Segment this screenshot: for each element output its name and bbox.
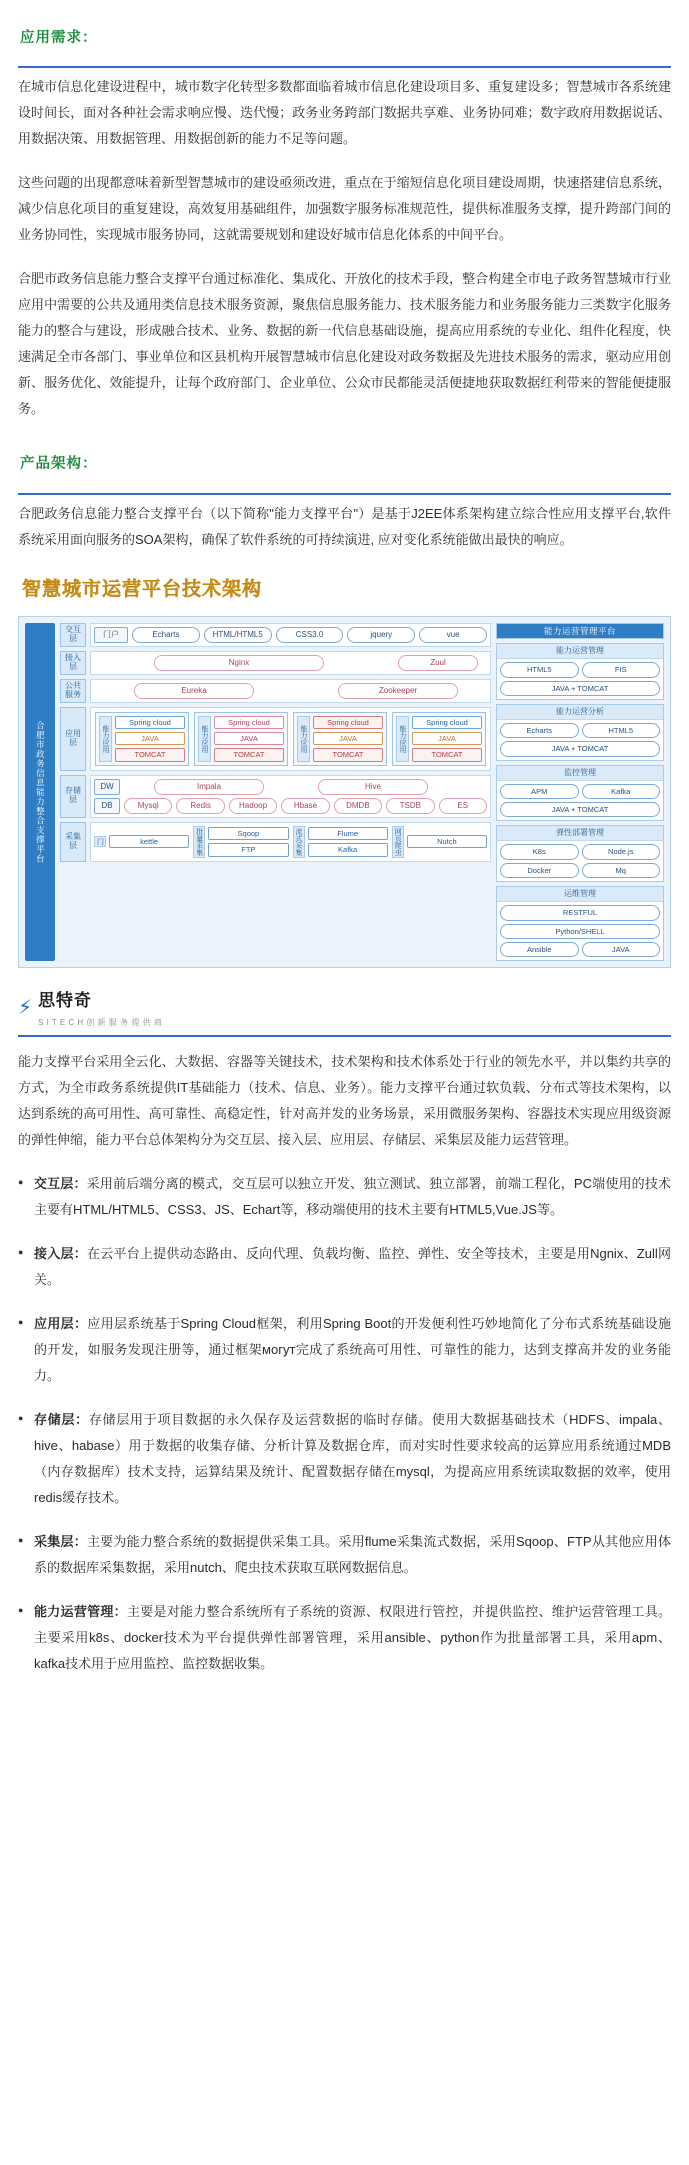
section-architecture-heading-rule [18, 440, 671, 494]
ops-group-2-row-1 [497, 720, 663, 741]
ops-group-1 [496, 643, 664, 700]
chip-redis: Redis [176, 798, 224, 814]
bar-java-1: JAVA [115, 732, 185, 745]
chip-nginx: Nginx [154, 655, 324, 671]
bullet-title-application: 应用层： [34, 1316, 88, 1332]
storage-db-row [94, 798, 487, 814]
brand-strip [18, 984, 671, 1037]
bullet-title-storage: 存储层： [34, 1412, 89, 1428]
chip-ops2-echarts: Echarts [500, 723, 579, 738]
ops-group-5-row-1 [497, 902, 663, 923]
chip-ftp: FTP [208, 843, 288, 856]
bar-java-3: JAVA [313, 732, 383, 745]
ops-group-1-row-1 [497, 659, 663, 680]
chip-ops1-java-tomcat: JAVA + TOMCAT [500, 681, 660, 696]
chip-ops3-apm: APM [500, 784, 579, 799]
chip-eureka: Eureka [134, 683, 254, 699]
chip-css3: CSS3.0 [276, 627, 344, 643]
section-demand-heading-rule [18, 14, 671, 68]
brand-name: 思特奇 [38, 991, 93, 1011]
ops-group-3-row-1 [497, 781, 663, 802]
app-column-4 [392, 712, 486, 766]
ops-group-4-row-1 [497, 841, 663, 862]
collect-group-3-label: 流式采集 [293, 826, 305, 858]
ops-group-4-row-2 [497, 863, 663, 881]
app-column-3-body [313, 716, 383, 762]
row-body-interact [90, 623, 491, 647]
chip-hive: Hive [318, 779, 428, 795]
label-db: DB [94, 798, 120, 814]
app-column-1-body [115, 716, 185, 762]
bullet-title-access: 接入层： [34, 1246, 87, 1262]
diagram-row-interact [60, 623, 491, 647]
diagram-row-access [60, 651, 491, 675]
app-column-3 [293, 712, 387, 766]
row-body-application [90, 707, 491, 771]
diagram-title: 智慧城市运营平台技术架构 [22, 578, 263, 600]
chip-ops5-python-shell: Python/SHELL [500, 924, 660, 939]
chip-ops1-html5: HTML5 [500, 662, 579, 677]
collect-group-4 [392, 826, 487, 858]
brand-subtitle: S I T E C H 创 新 服 务 提 供 商 [38, 1018, 163, 1028]
chip-ops5-ansible: Ansible [500, 942, 579, 957]
chip-ops5-restful: RESTFUL [500, 905, 660, 920]
chip-nutch: Nutch [407, 835, 487, 848]
chip-hbase: Hbase [281, 798, 329, 814]
chip-echarts: Echarts [132, 627, 200, 643]
summary-paragraph: 能力支撑平台采用全云化、大数据、容器等关键技术，技术架构和技术体系处于行业的领先水平，并以集约共享的方式，为全市政务系统提供IT基础能力（技术、信息、业务）。能力支撑平台通过软负载、分布式等技术架构，以达到系统的高可用性、高可靠性、高稳定性，针对高并发的业务场景，采用微服务架构、容器技术实现应用级资源的弹性伸缩，能力平台总体架构分为交互层、接入层、应用层、存储层、采集层及能力运营管理。 [18, 1054, 671, 1148]
chip-kettle: kettle [109, 835, 189, 848]
collect-group-3-body [308, 827, 388, 857]
bullet-title-ops: 能力运营管理： [34, 1604, 127, 1620]
lightning-icon: ⚡ [18, 996, 33, 1019]
row-label-collect: 采集层 [60, 822, 86, 862]
demand-paragraph-2: 这些问题的出现都意味着新型智慧城市的建设亟须改进，重点在于缩短信息化项目建设周期，快速搭建信息系统，减少信息化项目的重复建设，高效复用基础组件，加强数字服务标准规范性，提供标准服务支撑，提升跨部门间的业务协同性，实现城市服务协同，这就需要规划和建设好城市信息化体系的中间平台。 [18, 175, 671, 243]
row-body-public-service [90, 679, 491, 703]
list-item [18, 1407, 671, 1511]
ops-group-3-title: 监控管理 [497, 766, 663, 781]
app-column-1-label: 能力应用 [99, 716, 112, 762]
collect-group-2-label: 批量采集 [193, 826, 205, 858]
row-body-collect [90, 822, 491, 862]
chip-portal: 门户 [94, 627, 128, 643]
chip-flume: Flume [308, 827, 388, 840]
row-label-interact: 交互层 [60, 623, 86, 647]
bar-tomcat-3: TOMCAT [313, 748, 383, 761]
chip-ops5-java: JAVA [582, 942, 661, 957]
chip-es: ES [439, 798, 487, 814]
chip-kafka: Kafka [308, 843, 388, 856]
section-demand-heading: 应用需求： [20, 30, 98, 46]
architecture-paragraph-1: 合肥政务信息能力整合支撑平台（以下简称"能力支撑平台"）是基于J2EE体系架构建立综合性应用支撑平台,软件系统采用面向服务的SOA架构，确保了软件系统的可持续演进, 应对变化系统能做出最快的响应。 [18, 505, 671, 547]
bar-spring-cloud-1: Spring cloud [115, 716, 185, 729]
ops-platform-title: 能力运营管理平台 [497, 624, 663, 639]
list-item [18, 1311, 671, 1389]
demand-paragraph-1: 在城市信息化建设进程中，城市数字化转型多数都面临着城市信息化建设项目多、重复建设多；智慧城市各系统建设时间长，面对各种社会需求响应慢、迭代慢；政务业务跨部门数据共享难、业务协同难；数字政府用数据说话、用数据决策、用数据管理、用数据创新的能力不足等问题。 [18, 79, 671, 147]
list-item [18, 1171, 671, 1223]
collect-group-1 [94, 826, 189, 858]
row-label-access: 接入层 [60, 651, 86, 675]
collect-group-4-body [407, 835, 487, 848]
architecture-diagram [18, 616, 671, 969]
bar-tomcat-1: TOMCAT [115, 748, 185, 761]
storage-dw-row [94, 779, 487, 795]
collect-group-2-body [208, 827, 288, 857]
section-architecture-heading: 产品架构： [20, 456, 98, 473]
bullet-text-application: 应用层系统基于Spring Cloud框架，利用Spring Boot的开发便利性巧妙地简化了分布式系统基础设施的开发，如服务发现注册等，通过框架могут完成了系统高可用性、可靠性的能力，达到支撑高并发的业务能力。 [34, 1316, 671, 1384]
ops-group-4 [496, 825, 664, 882]
chip-ops1-fis: FIS [582, 662, 661, 677]
chip-zookeeper: Zookeeper [338, 683, 458, 699]
diagram-row-public-service [60, 679, 491, 703]
app-column-4-body [412, 716, 482, 762]
diagram-row-collect [60, 822, 491, 862]
app-column-2-label: 能力应用 [198, 716, 211, 762]
bar-spring-cloud-2: Spring cloud [214, 716, 284, 729]
app-column-3-label: 能力应用 [297, 716, 310, 762]
chip-ops4-docker: Docker [500, 863, 579, 878]
ops-group-5 [496, 886, 664, 961]
chip-vue: vue [419, 627, 487, 643]
chip-dmdb: DMDB [334, 798, 382, 814]
bullet-text-collect: 主要为能力整合系统的数据提供采集工具。采用flume采集流式数据，采用Sqoop、FTP从其他应用体系的数据库采集数据，采用nutch、爬虫技术获取互联网数据信息。 [34, 1534, 671, 1576]
diagram-left-rail: 合肥市政务信息能力整合支撑平台 [25, 623, 55, 962]
diagram-row-application [60, 707, 491, 771]
list-item [18, 1599, 671, 1677]
list-item [18, 1241, 671, 1293]
bar-tomcat-4: TOMCAT [412, 748, 482, 761]
chip-impala: Impala [154, 779, 264, 795]
bullet-text-ops: 主要是对能力整合系统所有子系统的资源、权限进行管控，并提供监控、维护运营管理工具。主要采用k8s、docker技术为平台提供弹性部署管理，采用ansible、python作为批量部署工具，采用apm、kafka技术用于应用监控、监控数据收集。 [34, 1604, 671, 1672]
bullet-text-storage: 存储层用于项目数据的永久保存及运营数据的临时存储。使用大数据基础技术（HDFS、impala、hive、habase）用于数据的收集存储、分析计算及数据仓库，而对实时性要求较高的运算应用系统通过MDB（内存数据库）技术支持，运算结果及统计、配置数据存储在mysql，为提高应用系统读取数据的效率，使用redis缓存技术。 [34, 1412, 671, 1506]
chip-ops2-java-tomcat: JAVA + TOMCAT [500, 741, 660, 756]
ops-group-3 [496, 765, 664, 822]
collect-group-1-body [109, 835, 189, 848]
ops-group-5-title: 运维管理 [497, 887, 663, 902]
ops-group-2 [496, 704, 664, 761]
collect-group-2 [193, 826, 288, 858]
ops-group-5-row-2 [497, 924, 663, 942]
chip-zuul: Zuul [398, 655, 478, 671]
bar-java-4: JAVA [412, 732, 482, 745]
ops-group-2-title: 能力运营分析 [497, 705, 663, 720]
bullet-text-interact: 采用前后端分离的模式，交互层可以独立开发、独立测试、独立部署，前端工程化，PC端使用的技术主要有HTML/HTML5、CSS3、JS、Echart等，移动端使用的技术主要有HTML5,Vue.JS等。 [34, 1176, 671, 1218]
row-label-application: 应用层 [60, 707, 86, 771]
chip-ops4-nodejs: Node.js [582, 844, 661, 859]
app-column-2-body [214, 716, 284, 762]
chip-html5: HTML/HTML5 [204, 627, 272, 643]
feature-bullet-list [18, 1171, 671, 1677]
chip-jquery: jquery [347, 627, 415, 643]
ops-group-1-title: 能力运营管理 [497, 644, 663, 659]
bar-spring-cloud-3: Spring cloud [313, 716, 383, 729]
application-columns [95, 712, 486, 766]
ops-platform-panel [496, 623, 664, 640]
chip-ops2-html5: HTML5 [582, 723, 661, 738]
bar-spring-cloud-4: Spring cloud [412, 716, 482, 729]
ops-group-5-row-3 [497, 942, 663, 960]
row-label-storage: 存储层 [60, 775, 86, 818]
app-column-2 [194, 712, 288, 766]
bullet-title-collect: 采集层： [34, 1534, 87, 1550]
diagram-right-panel [496, 623, 664, 962]
chip-tsdb: TSDB [386, 798, 434, 814]
bar-java-2: JAVA [214, 732, 284, 745]
chip-ops4-mq: Mq [582, 863, 661, 878]
diagram-row-storage [60, 775, 491, 818]
app-column-4-label: 能力应用 [396, 716, 409, 762]
chip-sqoop: Sqoop [208, 827, 288, 840]
ops-group-3-row-2 [497, 802, 663, 820]
chip-mysql: Mysql [124, 798, 172, 814]
collect-group-1-label: 门 [94, 836, 106, 847]
ops-group-4-title: 弹性部署管理 [497, 826, 663, 841]
row-body-storage [90, 775, 491, 818]
collect-group-3 [293, 826, 388, 858]
bullet-text-access: 在云平台上提供动态路由、反向代理、负载均衡、监控、弹性、安全等技术，主要是用Ngnix、Zull网关。 [34, 1246, 671, 1288]
bar-tomcat-2: TOMCAT [214, 748, 284, 761]
app-column-1 [95, 712, 189, 766]
demand-paragraph-3: 合肥市政务信息能力整合支撑平台通过标准化、集成化、开放化的技术手段，整合构建全市电子政务智慧城市行业应用中需要的公共及通用类信息技术服务资源，聚焦信息服务能力、技术服务能力和业务服务能力三类数字化服务能力的整合与建设，形成融合技术、业务、数据的新一代信息基础设施，提高应用系统的专业化、组件化程度，快速满足全市各部门、事业单位和区县机构开展智慧城市信息化建设对政务数据及先进技术服务的需求，驱动应用创新、服务优化、效能提升，让每个政府部门、企业单位、公众市民都能灵活便捷地获取数据红利带来的智能便捷服务。 [18, 271, 671, 417]
chip-hadoop: Hadoop [229, 798, 277, 814]
chip-ops3-kafka: Kafka [582, 784, 661, 799]
list-item [18, 1529, 671, 1581]
label-dw: DW [94, 779, 120, 795]
row-body-access [90, 651, 491, 675]
collect-group-4-label: 网页爬虫 [392, 826, 404, 858]
ops-group-1-row-2 [497, 681, 663, 699]
ops-group-2-row-2 [497, 741, 663, 759]
diagram-main-column [60, 623, 491, 962]
chip-ops4-k8s: K8s [500, 844, 579, 859]
chip-ops3-java-tomcat: JAVA + TOMCAT [500, 802, 660, 817]
bullet-title-interact: 交互层： [34, 1176, 87, 1192]
row-label-public-service: 公共服务 [60, 679, 86, 703]
